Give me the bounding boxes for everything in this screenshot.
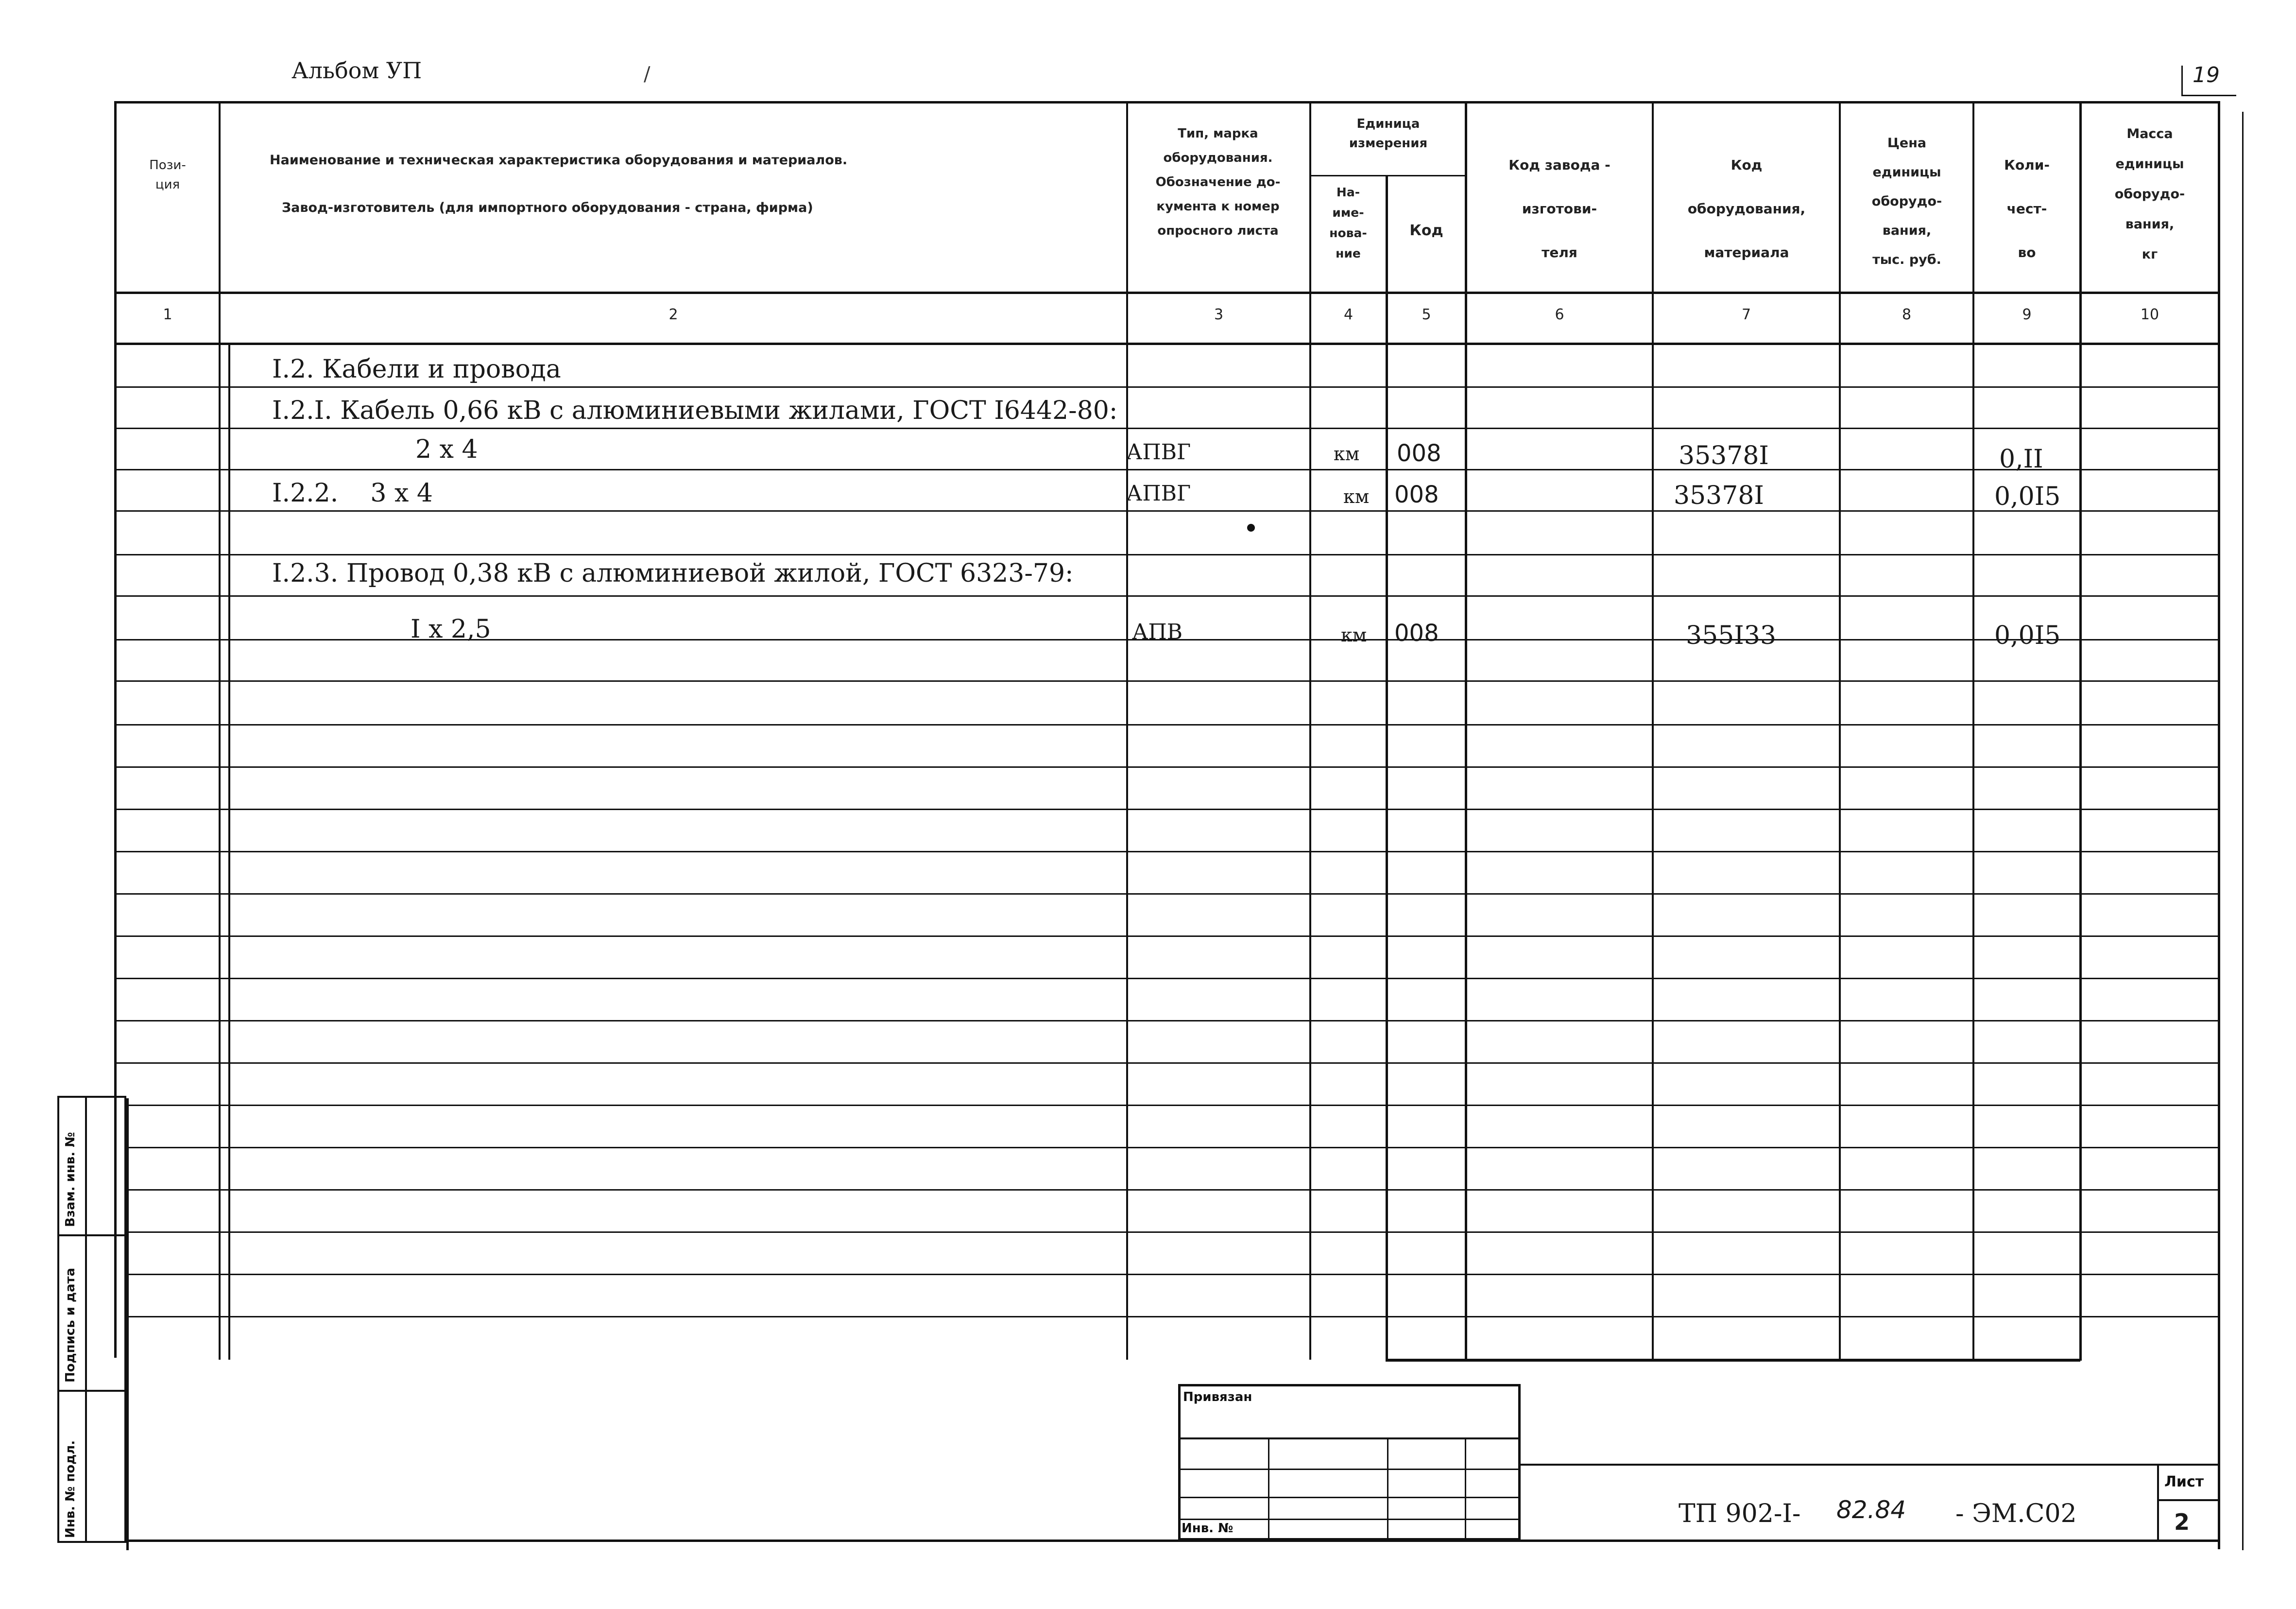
- inv-no-label: Инв. №: [1182, 1521, 1234, 1536]
- doc-code-hand: 82.84: [1836, 1496, 1906, 1524]
- side-stamp-inv-podl: Инв. № подл.: [63, 1440, 78, 1538]
- row-7-type: АПВ: [1132, 620, 1183, 644]
- row-rule: [126, 1147, 2218, 1148]
- row-1-name: I.2. Кабели и провода: [272, 355, 561, 384]
- row-rule: [114, 386, 2218, 388]
- row-rule: [114, 851, 2218, 852]
- row-3-equip-code: 35378I: [1679, 441, 1769, 470]
- header-name-line2: Завод-изготовитель (для импортного оборудования - страна, фирма): [282, 200, 813, 215]
- header-price: Цена единицы оборудо- вания, тыс. руб.: [1871, 136, 1942, 267]
- sheet-label: Лист: [2164, 1473, 2204, 1490]
- row-rule: [114, 554, 2218, 555]
- corner-number-box: [2181, 63, 2236, 96]
- row-4-unit: км: [1343, 486, 1370, 507]
- row-4-equip-code: 35378I: [1674, 481, 1764, 510]
- row-7-equip-code: 355I33: [1686, 621, 1776, 650]
- row-rule: [114, 809, 2218, 810]
- row-rule: [126, 1274, 2218, 1275]
- row-4-type: АПВГ: [1126, 481, 1191, 506]
- header-equipment-code: Код оборудования, материала: [1687, 157, 1806, 260]
- pen-mark: /: [644, 63, 651, 86]
- row-rule: [114, 595, 2218, 597]
- header-unit-group: Единица измерения: [1349, 117, 1428, 151]
- row-4-code: 008: [1394, 481, 1439, 508]
- row-rule: [114, 1062, 2218, 1064]
- colnum-1: 1: [163, 306, 172, 323]
- header-manufacturer-code: Код завода - изготови- теля: [1508, 157, 1611, 260]
- row-4-name: I.2.2. 3 x 4: [272, 479, 433, 508]
- colnum-10: 10: [2140, 306, 2159, 323]
- row-7-code: 008: [1394, 620, 1439, 647]
- row-rule: [114, 978, 2218, 979]
- row-rule: [126, 1231, 2218, 1233]
- header-unit-code: Код: [1409, 222, 1443, 239]
- colnum-7: 7: [1741, 306, 1751, 323]
- row-rule: [126, 1105, 2218, 1106]
- header-quantity: Коли- чест- во: [2004, 157, 2050, 260]
- row-7-unit: км: [1341, 624, 1367, 646]
- colnum-8: 8: [1902, 306, 1912, 323]
- colnum-6: 6: [1555, 306, 1564, 323]
- row-3-name: 2 x 4: [415, 435, 478, 464]
- side-stamp-podpis: Подпись и дата: [63, 1267, 78, 1383]
- row-6-name: I.2.3. Провод 0,38 кВ с алюминиевой жилой, ГОСТ 6323-79:: [272, 559, 1074, 588]
- row-3-unit: км: [1334, 443, 1360, 465]
- doc-code-suffix: - ЭМ.С02: [1955, 1499, 2077, 1528]
- header-type: Тип, марка оборудования. Обозначение до- кумента к номер опросного листа: [1155, 126, 1281, 238]
- sheet-number: 2: [2174, 1509, 2190, 1535]
- colnum-5: 5: [1422, 306, 1431, 323]
- row-rule: [114, 935, 2218, 937]
- doc-code-prefix: ТП 902-I-: [1679, 1499, 1801, 1528]
- row-2-name: I.2.I. Кабель 0,66 кВ с алюминиевыми жилами, ГОСТ I6442-80:: [272, 396, 1118, 425]
- row-rule: [114, 893, 2218, 895]
- row-7-qty: 0,0I5: [1994, 621, 2061, 650]
- row-3-qty: 0,II: [1999, 445, 2043, 474]
- row-rule: [114, 510, 2218, 512]
- row-3-type: АПВГ: [1126, 440, 1191, 465]
- ink-dot: [1247, 524, 1255, 532]
- row-4-qty: 0,0I5: [1994, 482, 2061, 511]
- header-mass: Масса единицы оборудо- вания, кг: [2114, 126, 2185, 262]
- row-rule: [114, 680, 2218, 682]
- row-rule: [126, 1316, 2218, 1317]
- privyazan-label: Привязан: [1183, 1390, 1252, 1404]
- album-title: Альбом УП: [291, 57, 422, 84]
- colnum-4: 4: [1343, 306, 1354, 323]
- row-3-code: 008: [1397, 440, 1441, 467]
- header-name-line1: Наименование и техническая характеристика оборудования и материалов.: [270, 153, 848, 168]
- row-rule: [126, 1189, 2218, 1191]
- row-rule: [114, 766, 2218, 768]
- row-7-name: I x 2,5: [411, 615, 491, 644]
- colnum-3: 3: [1214, 306, 1224, 323]
- header-position: Пози- ция: [149, 158, 186, 192]
- row-rule: [114, 1020, 2218, 1021]
- side-stamp-vzam: Взам. инв. №: [63, 1132, 78, 1227]
- corner-number: 19: [2193, 63, 2220, 87]
- row-rule: [114, 428, 2218, 429]
- colnum-9: 9: [2022, 306, 2032, 323]
- colnum-2: 2: [668, 306, 678, 323]
- row-rule: [114, 469, 2218, 470]
- header-unit-name: На- име- нова- ние: [1329, 185, 1367, 260]
- bottom-border: [126, 1540, 2220, 1542]
- row-rule: [114, 724, 2218, 726]
